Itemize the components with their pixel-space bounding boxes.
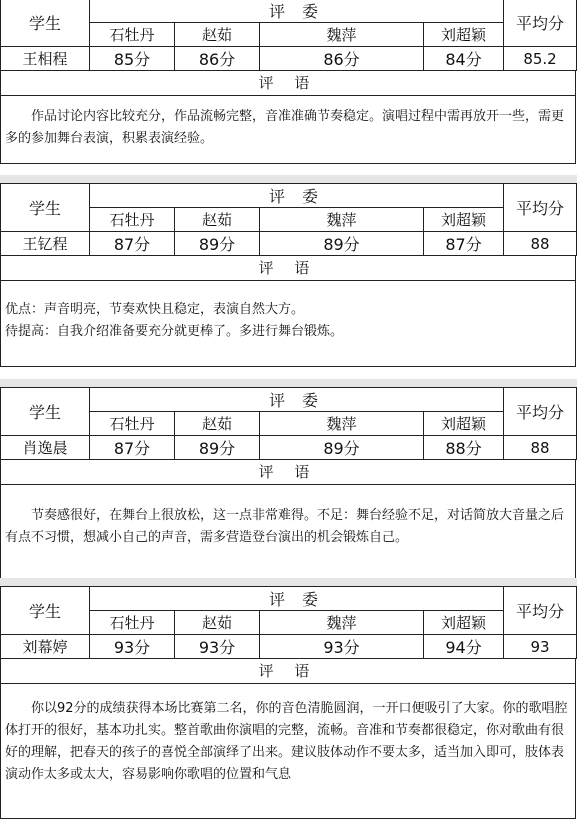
judge-name: 魏萍 xyxy=(260,23,424,47)
comment-box xyxy=(0,281,576,367)
judge-name: 石牡丹 xyxy=(90,23,175,47)
entry-block xyxy=(0,0,577,164)
average-cell: 93 xyxy=(504,635,577,659)
average-cell: 88 xyxy=(504,232,577,256)
score-cell: 89分 xyxy=(175,232,260,256)
average-cell: 88 xyxy=(504,436,577,460)
score-cell: 93分 xyxy=(260,635,424,659)
judge-name: 石牡丹 xyxy=(90,611,175,635)
judge-name: 刘超颖 xyxy=(424,412,504,436)
entry-block xyxy=(0,387,577,579)
comment-box xyxy=(0,96,576,164)
score-cell: 84分 xyxy=(424,47,504,71)
separator xyxy=(0,175,577,183)
judges-header: 评 委 xyxy=(90,587,504,611)
comments-header: 评 语 xyxy=(0,256,576,281)
student-header: 学生 xyxy=(1,587,90,635)
comment-text: 待提高：自我介绍准备要充分就更棒了。多进行舞台锻炼。 xyxy=(5,324,344,339)
judge-name: 刘超颖 xyxy=(424,611,504,635)
student-header: 学生 xyxy=(1,0,90,47)
score-table xyxy=(0,586,577,659)
comments-header: 评 语 xyxy=(0,460,576,485)
score-table xyxy=(0,387,577,460)
score-cell: 89分 xyxy=(175,436,260,460)
comment-text: 你以92分的成绩获得本场比赛第二名，你的音色清脆圆润，一开口便吸引了大家。你的歌唱腔体打开的很好，基本功扎实。整首歌曲你演唱的完整，流畅。音准和节奏都很稳定，你对歌曲有很好的理解，把春天的孩子的喜悦全部演绎了出来。建议肢体动作不要太多，适当加入即可，肢体表演动作太多或太大，容易影响你歌唱的位置和气息 xyxy=(5,701,568,782)
score-cell: 93分 xyxy=(90,635,175,659)
comments-header: 评 语 xyxy=(0,659,576,684)
score-cell: 85分 xyxy=(90,47,175,71)
judge-name: 赵茹 xyxy=(175,412,260,436)
score-cell: 86分 xyxy=(175,47,260,71)
student-name: 肖逸晨 xyxy=(1,436,90,460)
comment-box xyxy=(0,684,576,819)
judge-name: 石牡丹 xyxy=(90,208,175,232)
student-name: 王钇程 xyxy=(1,232,90,256)
score-cell: 87分 xyxy=(90,232,175,256)
student-name: 王相程 xyxy=(1,47,90,71)
comment-text: 节奏感很好，在舞台上很放松，这一点非常难得。不足：舞台经验不足，对话简放大音量之后有点不习惯，想减小自己的声音，需多营造登台演出的机会锻炼自己。 xyxy=(5,508,565,545)
comments-header: 评 语 xyxy=(0,71,576,96)
judges-header: 评 委 xyxy=(90,184,504,208)
score-cell: 87分 xyxy=(424,232,504,256)
entry-block xyxy=(0,183,577,367)
student-header: 学生 xyxy=(1,184,90,232)
separator xyxy=(0,578,577,586)
judge-name: 魏萍 xyxy=(260,412,424,436)
average-cell: 85.2 xyxy=(504,47,577,71)
entry-block xyxy=(0,586,577,819)
judge-name: 魏萍 xyxy=(260,208,424,232)
comment-text: 作品讨论内容比较充分，作品流畅完整，音准准确节奏稳定。演唱过程中需再放开一些，需更多的参加舞台表演，积累表演经验。 xyxy=(5,109,565,146)
comment-text: 优点：声音明亮，节奏欢快且稳定，表演自然大方。 xyxy=(5,302,305,317)
comment-box xyxy=(0,485,576,579)
average-header: 平均分 xyxy=(504,184,577,232)
average-header: 平均分 xyxy=(504,388,577,436)
average-header: 平均分 xyxy=(504,0,577,47)
separator xyxy=(0,379,577,387)
score-cell: 89分 xyxy=(260,232,424,256)
judge-name: 刘超颖 xyxy=(424,23,504,47)
score-table xyxy=(0,0,577,71)
average-header: 平均分 xyxy=(504,587,577,635)
judges-header: 评 委 xyxy=(90,0,504,23)
score-cell: 87分 xyxy=(90,436,175,460)
score-cell: 89分 xyxy=(260,436,424,460)
judge-name: 赵茹 xyxy=(175,611,260,635)
score-cell: 93分 xyxy=(175,635,260,659)
judge-name: 魏萍 xyxy=(260,611,424,635)
score-cell: 86分 xyxy=(260,47,424,71)
judge-name: 赵茹 xyxy=(175,23,260,47)
score-cell: 94分 xyxy=(424,635,504,659)
judge-name: 赵茹 xyxy=(175,208,260,232)
judges-header: 评 委 xyxy=(90,388,504,412)
student-name: 刘幕婷 xyxy=(1,635,90,659)
score-cell: 88分 xyxy=(424,436,504,460)
student-header: 学生 xyxy=(1,388,90,436)
score-table xyxy=(0,183,577,256)
judge-name: 刘超颖 xyxy=(424,208,504,232)
judge-name: 石牡丹 xyxy=(90,412,175,436)
